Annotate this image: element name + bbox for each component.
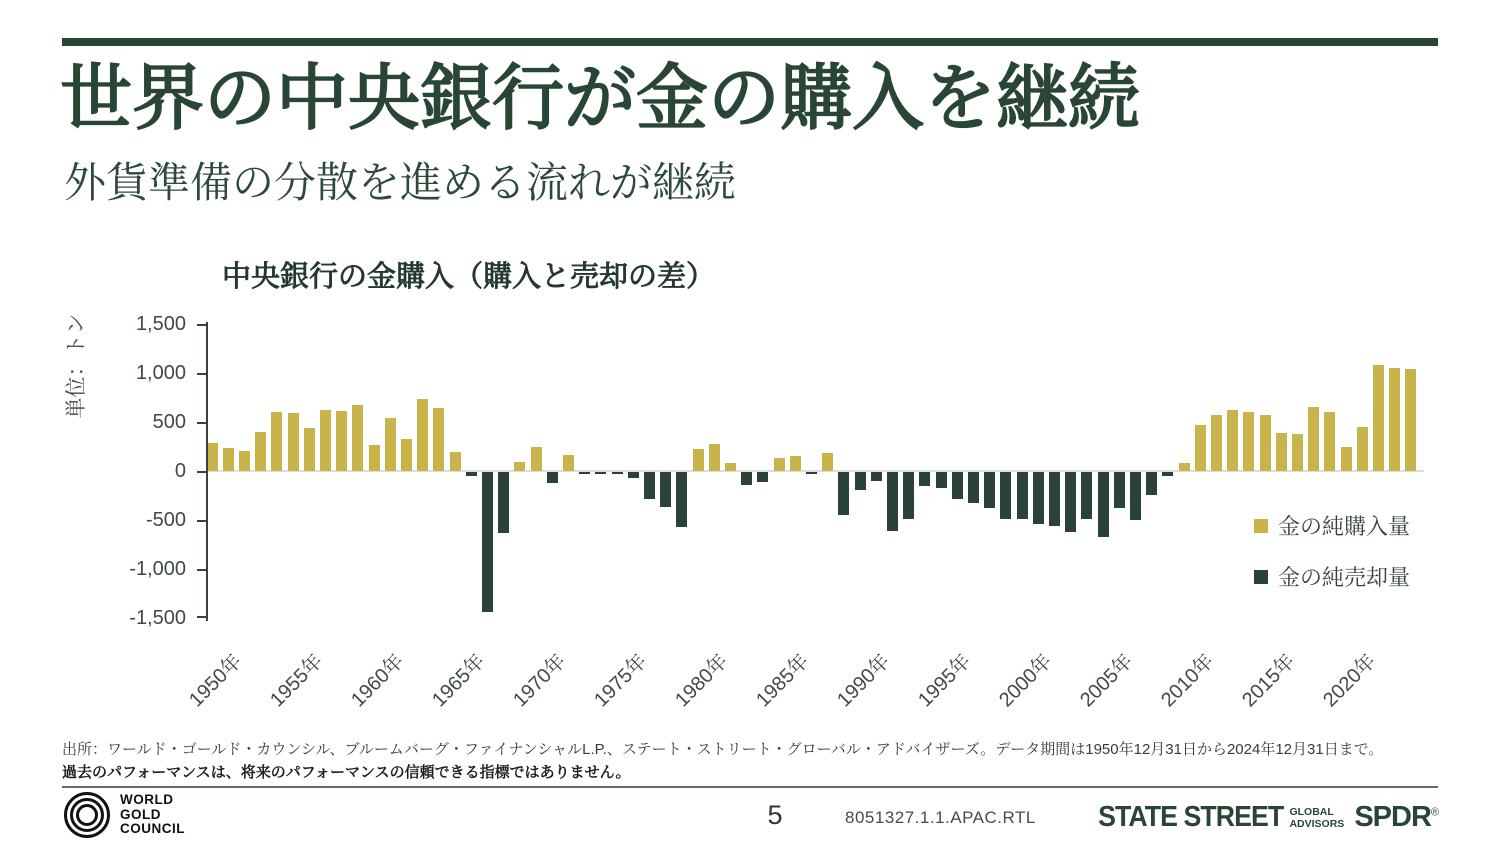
bar-1989 <box>838 472 849 515</box>
bar-1967 <box>482 472 493 612</box>
bar-1974 <box>595 472 606 474</box>
registered-mark: ® <box>1430 806 1438 819</box>
source-footnote: 出所：ワールド・ゴールド・カウンシル、ブルームバーグ・ファイナンシャルL.P.、ステート・ストリート・グローバル・アドバイザーズ。データ期間は1950年12月31日から2024年12月31日まで。 <box>62 741 1384 758</box>
y-tick-label: 0 <box>174 460 186 482</box>
bar-1979 <box>676 472 687 527</box>
bar-1977 <box>644 472 655 499</box>
bar-1976 <box>628 472 639 478</box>
y-tick-label: 500 <box>152 411 186 433</box>
slide: 世界の中央銀行が金の購入を継続 外貨準備の分散を進める流れが継続 中央銀行の金購入（購入と売却の差） 単位：トン 1,500 1,000 500 0 -500 -1,000 -1,500 1950年 1955年 1960年 1965年 1970年 1975年 1980年 1985年 1990年 1995年 2000年 2005年 2010年 2015年 2020年 金の純購入量 金の純売却量 出所：ワールド・ゴールド・カウンシル、ブルームバーグ・ファイナンシャルL.P.、ステート・ストリート・グローバル・アドバイザーズ。データ期間は1950年12月31日から2024年12月31日まで。 過去のパフォーマンスは、将来のパフォーマンスの信頼できる指標ではありません。 WORLD GOLD COUNCIL 5 8051327.1.1.APAC.RTL STATE STREET GLOBAL ADVISORS SPDR® <box>0 0 1500 844</box>
bar-1988 <box>822 453 833 471</box>
bar-2004 <box>1081 472 1092 519</box>
legend-label: 金の純購入量 <box>1278 514 1411 539</box>
top-rule <box>62 38 1438 46</box>
y-tick-label: 1,500 <box>135 313 186 335</box>
bar-1978 <box>660 472 671 507</box>
bar-1958 <box>336 411 347 471</box>
bar-1965 <box>450 452 461 471</box>
y-axis-line <box>206 322 208 621</box>
bar-1966 <box>466 472 477 476</box>
bar-1954 <box>271 412 282 471</box>
y-tick-mark <box>197 373 206 375</box>
bar-1980 <box>693 449 704 471</box>
bar-2010 <box>1179 463 1190 471</box>
bar-1957 <box>320 410 331 471</box>
wgc-rings-icon <box>64 792 110 838</box>
bar-1998 <box>984 472 995 508</box>
bar-2008 <box>1146 472 1157 495</box>
bar-1984 <box>757 472 768 482</box>
y-tick-mark <box>197 616 206 618</box>
bar-1992 <box>887 472 898 531</box>
bar-2017 <box>1292 434 1303 471</box>
bar-2019 <box>1324 412 1335 471</box>
y-tick-mark <box>197 324 206 326</box>
state-street-logo <box>1082 801 1438 834</box>
state-street-wordmark: STATE STREET <box>1098 801 1284 833</box>
bar-1952 <box>239 451 250 471</box>
bar-1986 <box>790 456 801 471</box>
bar-1953 <box>255 432 266 471</box>
bar-1999 <box>1000 472 1011 519</box>
bar-1997 <box>968 472 979 503</box>
bar-2013 <box>1227 410 1238 471</box>
bar-1956 <box>304 428 315 471</box>
y-tick-label: 1,000 <box>135 362 186 384</box>
bar-2023 <box>1389 368 1400 471</box>
legend-item-net-sales <box>1254 561 1410 592</box>
bar-1962 <box>401 439 412 471</box>
bar-2011 <box>1195 425 1206 471</box>
page-title: 世界の中央銀行が金の購入を継続 <box>60 59 1141 139</box>
global-advisors-wordmark: GLOBAL ADVISORS <box>1289 806 1345 830</box>
footer-divider <box>62 786 1438 788</box>
bar-1951 <box>223 448 234 471</box>
disclaimer-footnote: 過去のパフォーマンスは、将来のパフォーマンスの信頼できる指標ではありません。 <box>62 764 631 781</box>
spdr-wordmark: SPDR® <box>1354 801 1438 833</box>
bar-1987 <box>806 472 817 474</box>
bar-1960 <box>369 445 380 471</box>
bar-2005 <box>1098 472 1109 537</box>
bar-2006 <box>1114 472 1125 508</box>
bar-2002 <box>1049 472 1060 526</box>
bar-1955 <box>288 413 299 471</box>
bar-1983 <box>741 472 752 485</box>
bar-2022 <box>1373 365 1384 471</box>
plot-area <box>206 324 1424 618</box>
bar-2016 <box>1276 433 1287 471</box>
bar-1959 <box>352 405 363 471</box>
wgc-logo <box>64 792 185 838</box>
y-tick-label: -1,500 <box>129 607 186 629</box>
bar-1973 <box>579 472 590 474</box>
bar-2000 <box>1017 472 1028 519</box>
bar-1996 <box>952 472 963 499</box>
bar-2003 <box>1065 472 1076 532</box>
bar-1981 <box>709 444 720 471</box>
y-tick-mark <box>197 520 206 522</box>
y-tick-label: -500 <box>145 509 186 531</box>
bar-2014 <box>1243 412 1254 471</box>
bar-2018 <box>1308 407 1319 471</box>
bar-2021 <box>1357 427 1368 471</box>
y-tick-mark <box>197 569 206 571</box>
bar-1964 <box>433 408 444 471</box>
bar-2024 <box>1405 369 1416 471</box>
bar-2012 <box>1211 415 1222 471</box>
page-number: 5 <box>767 800 783 830</box>
bar-1991 <box>871 472 882 481</box>
bar-1950 <box>207 443 218 471</box>
bar-1993 <box>903 472 914 519</box>
bar-1994 <box>919 472 930 486</box>
y-tick-label: -1,000 <box>129 558 186 580</box>
bar-2007 <box>1130 472 1141 520</box>
bar-1961 <box>385 418 396 471</box>
legend-item-net-purchases <box>1254 510 1410 541</box>
bar-1971 <box>547 472 558 483</box>
wgc-logo-text: WORLD GOLD COUNCIL <box>120 792 185 837</box>
y-tick-mark <box>197 422 206 424</box>
page-subtitle: 外貨準備の分散を進める流れが継続 <box>64 159 737 206</box>
legend-label: 金の純売却量 <box>1278 565 1411 590</box>
bar-1972 <box>563 455 574 471</box>
bar-1975 <box>612 472 623 474</box>
bar-1969 <box>514 462 525 471</box>
bar-2009 <box>1162 472 1173 476</box>
y-axis-unit-label: 単位：トン <box>65 313 88 419</box>
bar-1982 <box>725 463 736 471</box>
bar-2015 <box>1260 415 1271 471</box>
net-sales-swatch-icon <box>1254 570 1268 584</box>
bar-1970 <box>531 447 542 471</box>
bar-1985 <box>774 458 785 471</box>
bar-1990 <box>855 472 866 490</box>
bar-2020 <box>1341 447 1352 472</box>
legend <box>1254 510 1410 612</box>
bar-1963 <box>417 399 428 471</box>
bar-1968 <box>498 472 509 533</box>
document-id: 8051327.1.1.APAC.RTL <box>845 808 1036 827</box>
chart-title: 中央銀行の金購入（購入と売却の差） <box>222 261 716 293</box>
bar-2001 <box>1033 472 1044 524</box>
y-tick-mark <box>197 471 206 473</box>
bar-1995 <box>936 472 947 488</box>
net-purchases-swatch-icon <box>1254 519 1268 533</box>
